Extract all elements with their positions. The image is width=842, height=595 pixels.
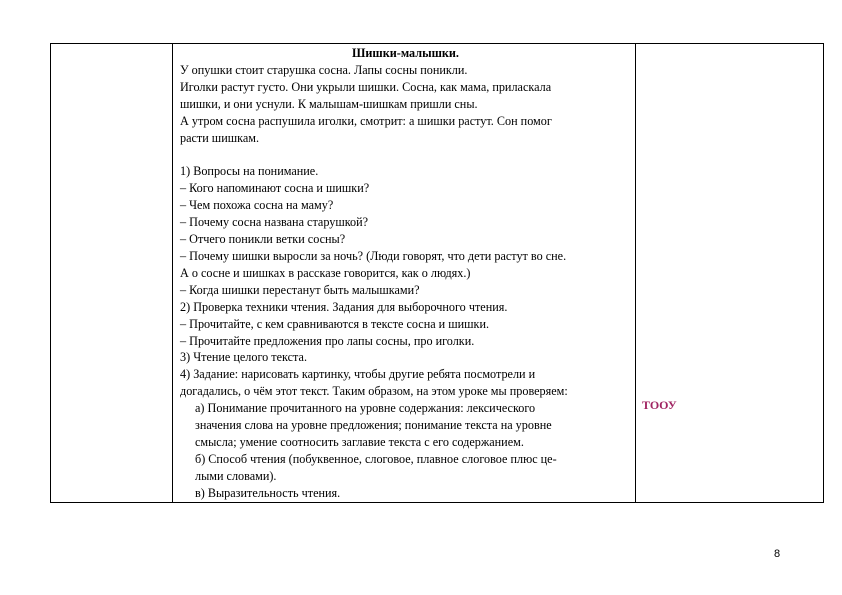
task-line: – Чем похожа сосна на маму? bbox=[180, 198, 334, 213]
main-content bbox=[173, 44, 635, 502]
sub-line: б) Способ чтения (побуквенное, слоговое, плавное слоговое плюс це- bbox=[195, 451, 557, 466]
main-text-cell bbox=[173, 44, 636, 503]
task-line: – Кого напоминают сосна и шишки? bbox=[180, 181, 370, 196]
right-content bbox=[636, 44, 823, 502]
story-line: А утром сосна распушила иголки, смотрит: а шишки растут. Сон помог bbox=[180, 113, 552, 128]
sub-line: значения слова на уровне предложения; понимание текста на уровне bbox=[195, 418, 552, 433]
sub-line: в) Выразительность чтения. bbox=[195, 485, 341, 500]
task-line: догадались, о чём этот текст. Таким образом, на этом уроке мы проверяем: bbox=[180, 384, 568, 399]
task-line: А о сосне и шишках в рассказе говорится, как о людях.) bbox=[180, 265, 471, 280]
sub-line: смысла; умение соотносить заглавие текста с его содержанием. bbox=[195, 434, 524, 449]
task-line: 3) Чтение целого текста. bbox=[180, 350, 307, 365]
task-line: – Отчего поникли ветки сосны? bbox=[180, 232, 346, 247]
left-empty-cell bbox=[51, 44, 173, 503]
sub-line: а) Понимание прочитанного на уровне содержания: лексического bbox=[195, 401, 536, 416]
story-line: шишки, и они уснули. К малышам-шишкам пришли сны. bbox=[180, 96, 478, 111]
table-row bbox=[51, 44, 824, 503]
paragraph-gap bbox=[180, 146, 631, 163]
task-line: – Прочитайте, с кем сравниваются в тексте сосна и шишки. bbox=[180, 316, 490, 331]
story-line: Иголки растут густо. Они укрыли шишки. Сосна, как мама, приласкала bbox=[180, 79, 552, 94]
task-line: – Почему шишки выросли за ночь? (Люди говорят, что дети растут во сне. bbox=[180, 248, 567, 263]
task-line: – Прочитайте предложения про лапы сосны, про иголки. bbox=[180, 333, 475, 348]
side-label: ТООУ bbox=[642, 398, 677, 412]
sub-line: лыми словами). bbox=[195, 468, 277, 483]
story-line: расти шишкам. bbox=[180, 130, 260, 145]
task-line: – Когда шишки перестанут быть малышками? bbox=[180, 282, 420, 297]
right-cell bbox=[636, 44, 824, 503]
task-line: 4) Задание: нарисовать картинку, чтобы другие ребята посмотрели и bbox=[180, 367, 536, 382]
page-number: 8 bbox=[774, 548, 781, 560]
story-title: Шишки-малышки. bbox=[352, 46, 459, 60]
story-line: У опушки стоит старушка сосна. Лапы сосны поникли. bbox=[180, 62, 468, 77]
task-line: 1) Вопросы на понимание. bbox=[180, 164, 319, 179]
lesson-table bbox=[50, 43, 824, 503]
task-line: – Почему сосна названа старушкой? bbox=[180, 215, 369, 230]
task-line: 2) Проверка техники чтения. Задания для выборочного чтения. bbox=[180, 299, 508, 314]
